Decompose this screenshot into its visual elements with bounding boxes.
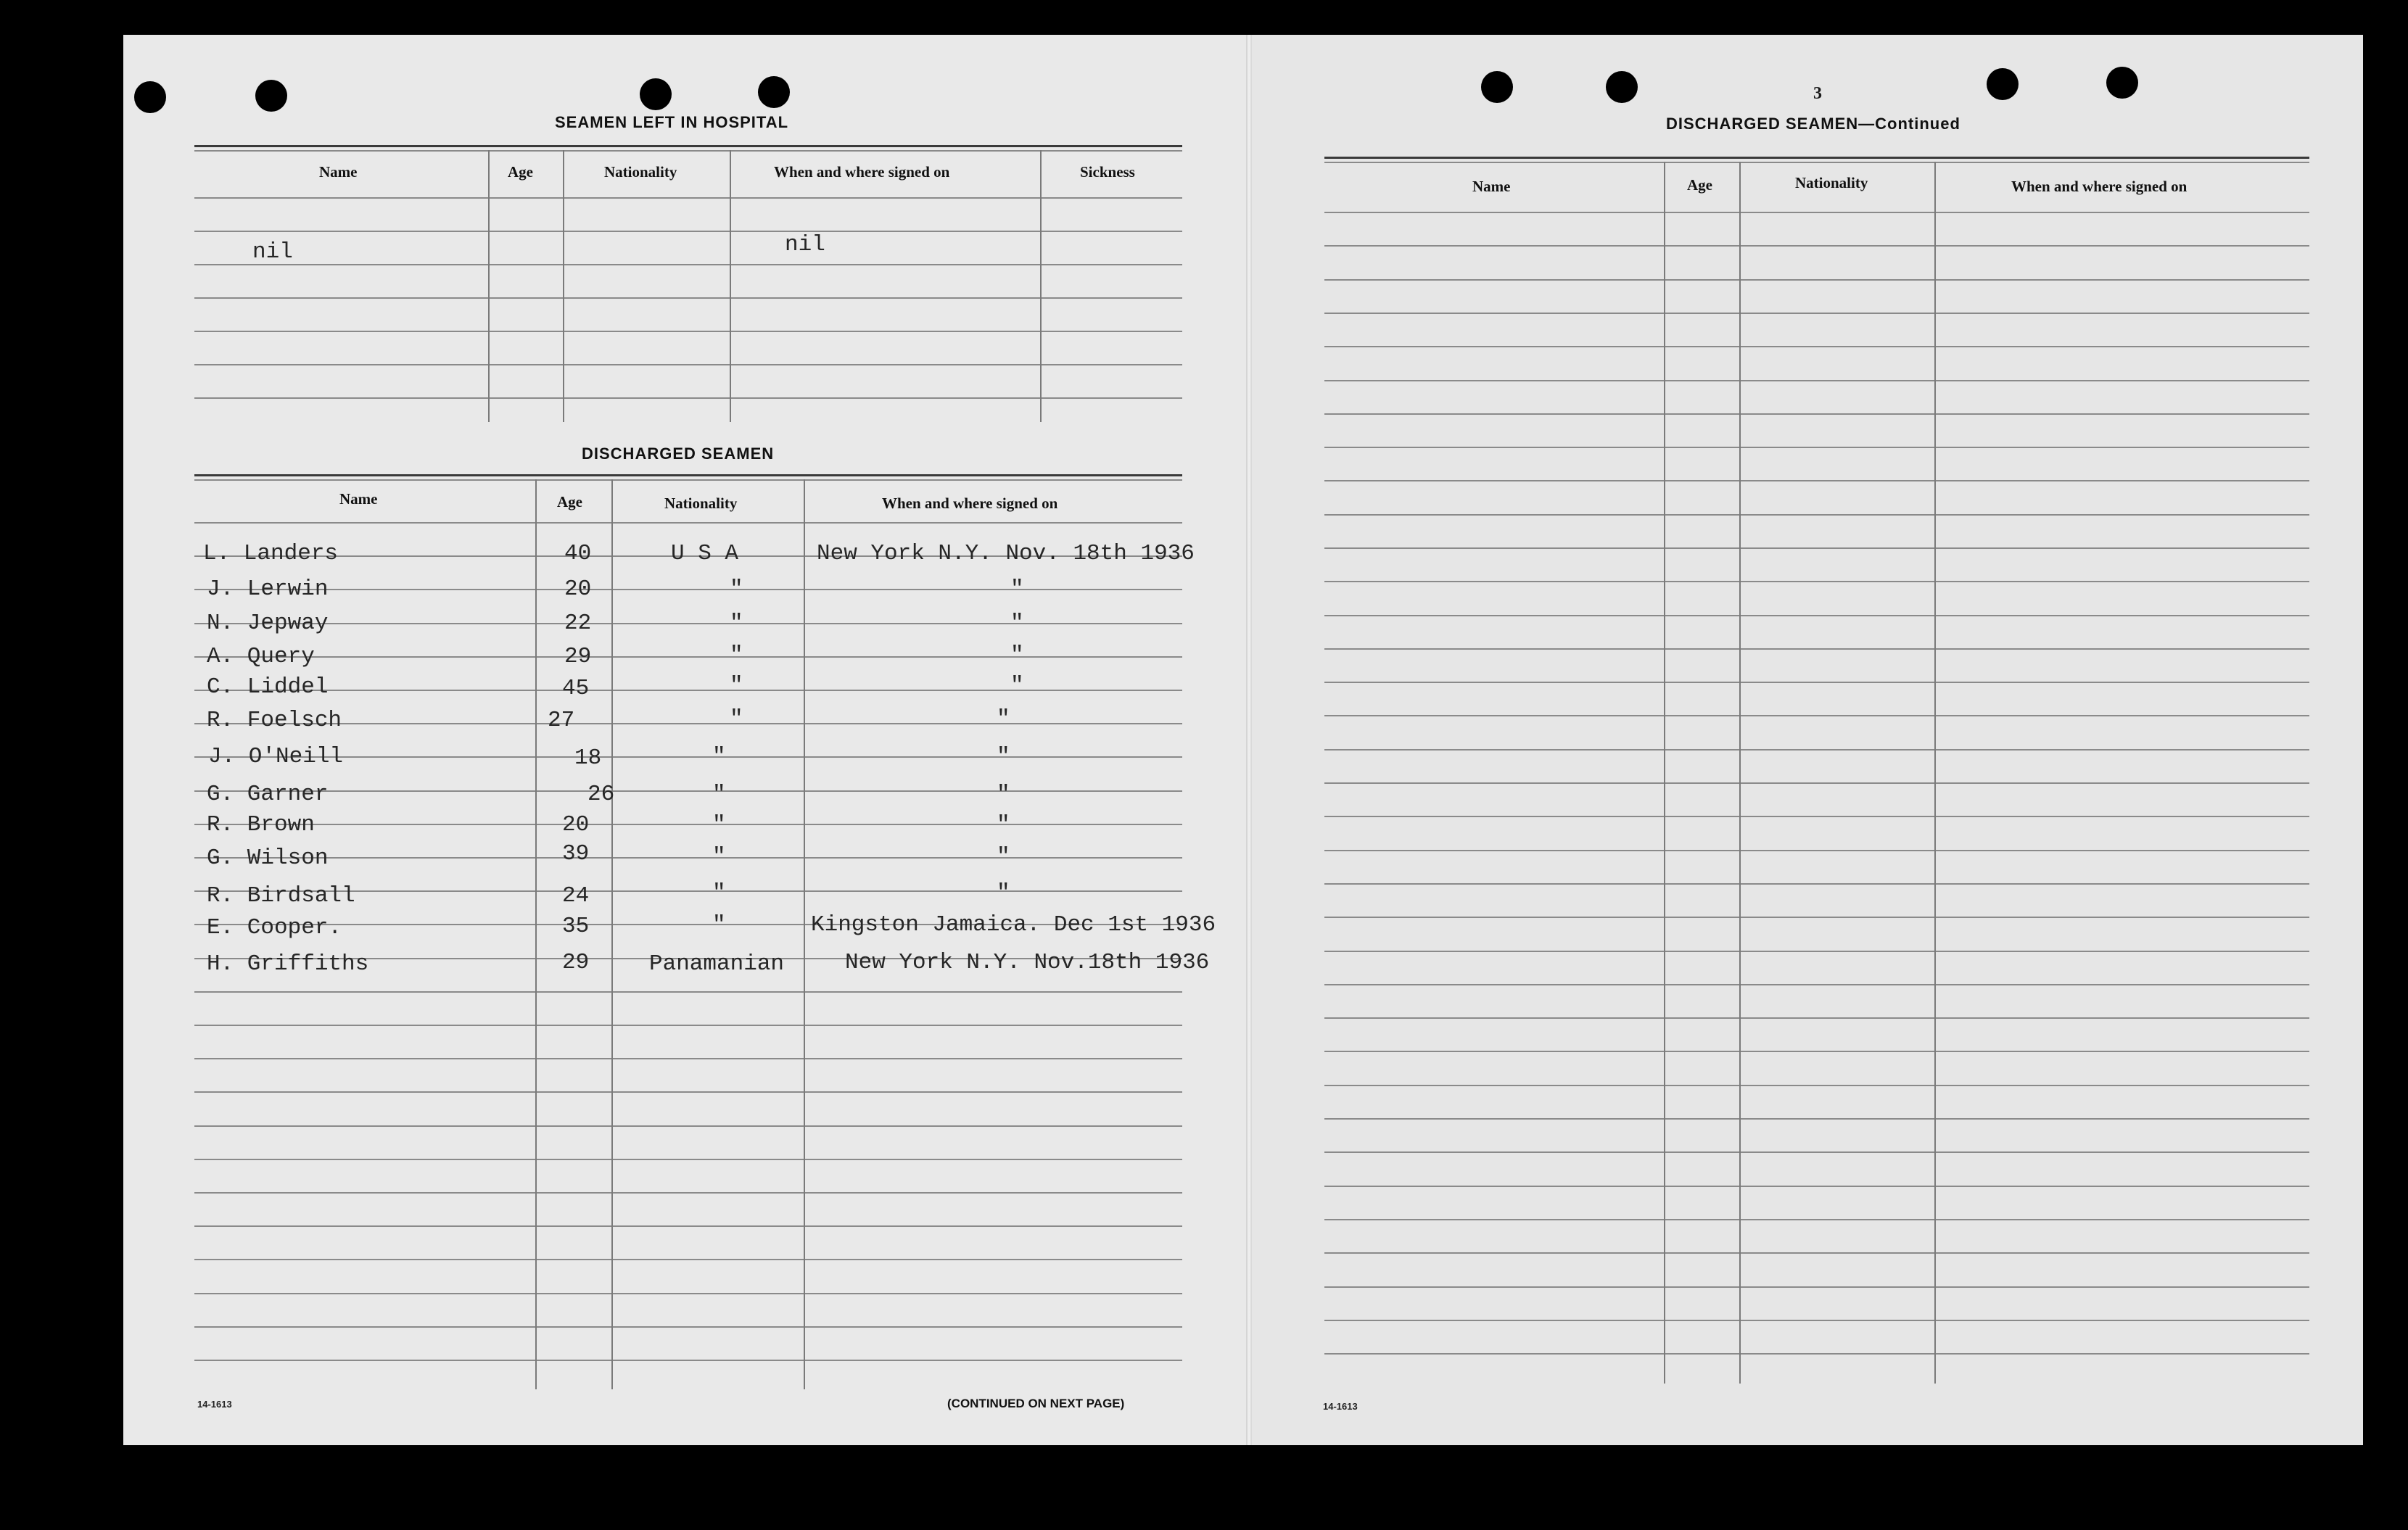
- seaman-name: J. Lerwin: [207, 576, 329, 602]
- ruled-line: [1324, 380, 2309, 381]
- seaman-age: 29: [562, 950, 590, 975]
- rule: [194, 145, 1182, 147]
- discharged-col-age: Age: [557, 493, 582, 510]
- punch-hole: [1481, 71, 1513, 103]
- seaman-nationality: ": [730, 642, 743, 668]
- col-divider: [563, 150, 564, 422]
- ruled-line: [1324, 782, 2309, 784]
- ruled-line: [1324, 212, 2309, 213]
- seaman-age: 27: [548, 708, 575, 733]
- seaman-name: A. Query: [207, 644, 315, 669]
- ruled-line: [194, 1225, 1182, 1227]
- seaman-name: R. Brown: [207, 812, 315, 838]
- seaman-signed-on: ": [997, 782, 1010, 807]
- rule: [1324, 157, 2309, 159]
- seaman-nationality: ": [712, 812, 726, 838]
- hospital-section-title: SEAMEN LEFT IN HOSPITAL: [555, 113, 789, 131]
- seaman-name: R. Foelsch: [207, 708, 342, 733]
- seaman-age: 20: [564, 576, 592, 602]
- ruled-line: [1324, 279, 2309, 281]
- seaman-nationality: ": [730, 611, 743, 636]
- ruled-line: [1324, 1118, 2309, 1120]
- ruled-line: [194, 197, 1182, 199]
- ruled-line: [194, 1360, 1182, 1361]
- ruled-line: [1324, 480, 2309, 481]
- ruled-line: [1324, 749, 2309, 750]
- col-divider: [1040, 150, 1042, 422]
- hospital-col-signed-on: When and where signed on: [774, 163, 950, 181]
- ruled-line: [194, 364, 1182, 365]
- ruled-line: [1324, 715, 2309, 716]
- seaman-nationality: ": [712, 844, 726, 869]
- continued-col-signed-on: When and where signed on: [2011, 178, 2188, 195]
- ruled-line: [1324, 816, 2309, 817]
- col-divider: [535, 479, 537, 1389]
- ruled-line: [1324, 346, 2309, 347]
- ruled-line: [1324, 1252, 2309, 1254]
- seaman-signed-on: ": [1010, 642, 1024, 668]
- seaman-nationality: ": [730, 576, 743, 602]
- ruled-line: [194, 824, 1182, 825]
- right-form-number: 14-1613: [1323, 1401, 1358, 1412]
- hospital-name-entry: nil: [252, 239, 293, 265]
- ruled-line: [1324, 447, 2309, 448]
- hospital-col-sickness: Sickness: [1080, 163, 1135, 181]
- ruled-line: [1324, 313, 2309, 314]
- seaman-age: 22: [564, 611, 592, 636]
- seaman-age: 40: [564, 541, 592, 566]
- seaman-age: 45: [562, 676, 590, 701]
- hospital-signed-on-entry: nil: [785, 232, 825, 257]
- ruled-line: [194, 297, 1182, 299]
- ruled-line: [1324, 514, 2309, 516]
- ruled-line: [194, 231, 1182, 232]
- seaman-name: L. Landers: [203, 541, 339, 566]
- page-number: 3: [1813, 84, 1822, 103]
- ruled-line: [1324, 581, 2309, 582]
- continued-note: (CONTINUED ON NEXT PAGE): [947, 1397, 1125, 1410]
- rule: [194, 479, 1182, 481]
- col-divider: [804, 479, 805, 1389]
- punch-hole: [640, 78, 672, 110]
- ruled-line: [1324, 1219, 2309, 1220]
- seaman-nationality: ": [712, 912, 726, 938]
- ruled-line: [194, 623, 1182, 624]
- seaman-nationality: ": [712, 880, 726, 906]
- discharged-col-name: Name: [339, 490, 378, 508]
- col-divider: [611, 479, 613, 1389]
- seaman-signed-on: ": [997, 744, 1010, 769]
- ruled-line: [1324, 1017, 2309, 1019]
- ruled-line: [194, 1091, 1182, 1093]
- rule: [1324, 162, 2309, 163]
- punch-hole: [758, 76, 790, 108]
- seaman-age: 18: [574, 745, 602, 771]
- punch-hole: [1987, 68, 2019, 100]
- ruled-line: [1324, 917, 2309, 918]
- ruled-line: [1324, 1186, 2309, 1187]
- punch-hole: [134, 81, 166, 113]
- ruled-line: [1324, 413, 2309, 415]
- seaman-signed-on: Kingston Jamaica. Dec 1st 1936: [811, 912, 1216, 938]
- ruled-line: [194, 1025, 1182, 1026]
- ruled-line: [1324, 1085, 2309, 1086]
- seaman-signed-on: ": [1010, 673, 1024, 698]
- seaman-name: J. O'Neill: [208, 744, 344, 769]
- seaman-name: E. Cooper.: [207, 915, 342, 940]
- punch-hole: [255, 80, 287, 112]
- col-divider: [1739, 162, 1741, 1384]
- seaman-name: C. Liddel: [207, 674, 329, 700]
- rule: [194, 150, 1182, 152]
- seaman-nationality: ": [712, 782, 726, 807]
- col-divider: [1664, 162, 1665, 1384]
- continued-col-nationality: Nationality: [1795, 174, 1868, 191]
- col-divider: [1934, 162, 1936, 1384]
- discharged-col-nationality: Nationality: [664, 495, 738, 512]
- ruled-line: [194, 1192, 1182, 1194]
- seaman-signed-on: ": [997, 880, 1010, 906]
- hospital-col-nationality: Nationality: [604, 163, 677, 181]
- ruled-line: [194, 331, 1182, 332]
- left-form-number: 14-1613: [197, 1399, 232, 1410]
- ruled-line: [1324, 1353, 2309, 1355]
- ruled-line: [1324, 648, 2309, 650]
- ruled-line: [1324, 951, 2309, 952]
- ruled-line: [194, 690, 1182, 691]
- continued-col-name: Name: [1472, 178, 1511, 195]
- seaman-nationality: U S A: [671, 541, 739, 566]
- ruled-line: [194, 857, 1182, 859]
- seaman-age: 35: [562, 914, 590, 939]
- seaman-signed-on: ": [1010, 576, 1024, 602]
- seaman-name: N. Jepway: [207, 611, 329, 636]
- ruled-line: [1324, 883, 2309, 885]
- ruled-line: [194, 1293, 1182, 1294]
- page-fold: [1246, 35, 1252, 1445]
- seaman-age: 24: [562, 883, 590, 909]
- col-divider: [488, 150, 490, 422]
- seaman-nationality: ": [712, 744, 726, 769]
- punch-hole: [2106, 67, 2138, 99]
- ruled-line: [1324, 850, 2309, 851]
- ruled-line: [194, 723, 1182, 724]
- seaman-signed-on: ": [997, 812, 1010, 838]
- continued-section-title: DISCHARGED SEAMEN—Continued: [1666, 115, 1960, 133]
- seaman-name: G. Garner: [207, 782, 329, 807]
- ruled-line: [1324, 1151, 2309, 1153]
- continued-col-age: Age: [1687, 176, 1712, 194]
- ruled-line: [194, 790, 1182, 792]
- seaman-age: 39: [562, 841, 590, 867]
- ruled-line: [194, 522, 1182, 524]
- seaman-signed-on: New York N.Y. Nov. 18th 1936: [817, 541, 1195, 566]
- hospital-col-name: Name: [319, 163, 358, 181]
- ruled-line: [194, 1326, 1182, 1328]
- ruled-line: [1324, 984, 2309, 985]
- ruled-line: [194, 1159, 1182, 1160]
- seaman-signed-on: ": [997, 706, 1010, 732]
- seaman-age: 20: [562, 812, 590, 838]
- ruled-line: [1324, 682, 2309, 683]
- col-divider: [730, 150, 731, 422]
- seaman-name: R. Birdsall: [207, 883, 355, 909]
- hospital-col-age: Age: [508, 163, 533, 181]
- rule: [194, 474, 1182, 476]
- seaman-age: 26: [587, 782, 615, 807]
- ruled-line: [1324, 1286, 2309, 1288]
- ruled-line: [194, 656, 1182, 658]
- ruled-line: [194, 589, 1182, 590]
- ruled-line: [1324, 1051, 2309, 1052]
- seaman-name: H. Griffiths: [207, 951, 369, 977]
- ruled-line: [1324, 1320, 2309, 1321]
- ruled-line: [194, 1058, 1182, 1059]
- seaman-nationality: ": [730, 673, 743, 698]
- seaman-nationality: ": [730, 706, 743, 732]
- ruled-line: [194, 397, 1182, 399]
- ruled-line: [1324, 245, 2309, 247]
- punch-hole: [1606, 71, 1638, 103]
- ruled-line: [1324, 615, 2309, 616]
- seaman-name: G. Wilson: [207, 845, 329, 871]
- ruled-line: [194, 991, 1182, 993]
- ruled-line: [194, 1259, 1182, 1260]
- ruled-line: [1324, 547, 2309, 549]
- seaman-signed-on: New York N.Y. Nov.18th 1936: [845, 950, 1210, 975]
- discharged-section-title: DISCHARGED SEAMEN: [582, 444, 775, 463]
- seaman-nationality: Panamanian: [649, 951, 785, 977]
- discharged-col-signed-on: When and where signed on: [882, 495, 1058, 512]
- seaman-signed-on: ": [997, 844, 1010, 869]
- ruled-line: [194, 264, 1182, 265]
- ruled-line: [194, 1125, 1182, 1127]
- seaman-signed-on: ": [1010, 611, 1024, 636]
- seaman-age: 29: [564, 644, 592, 669]
